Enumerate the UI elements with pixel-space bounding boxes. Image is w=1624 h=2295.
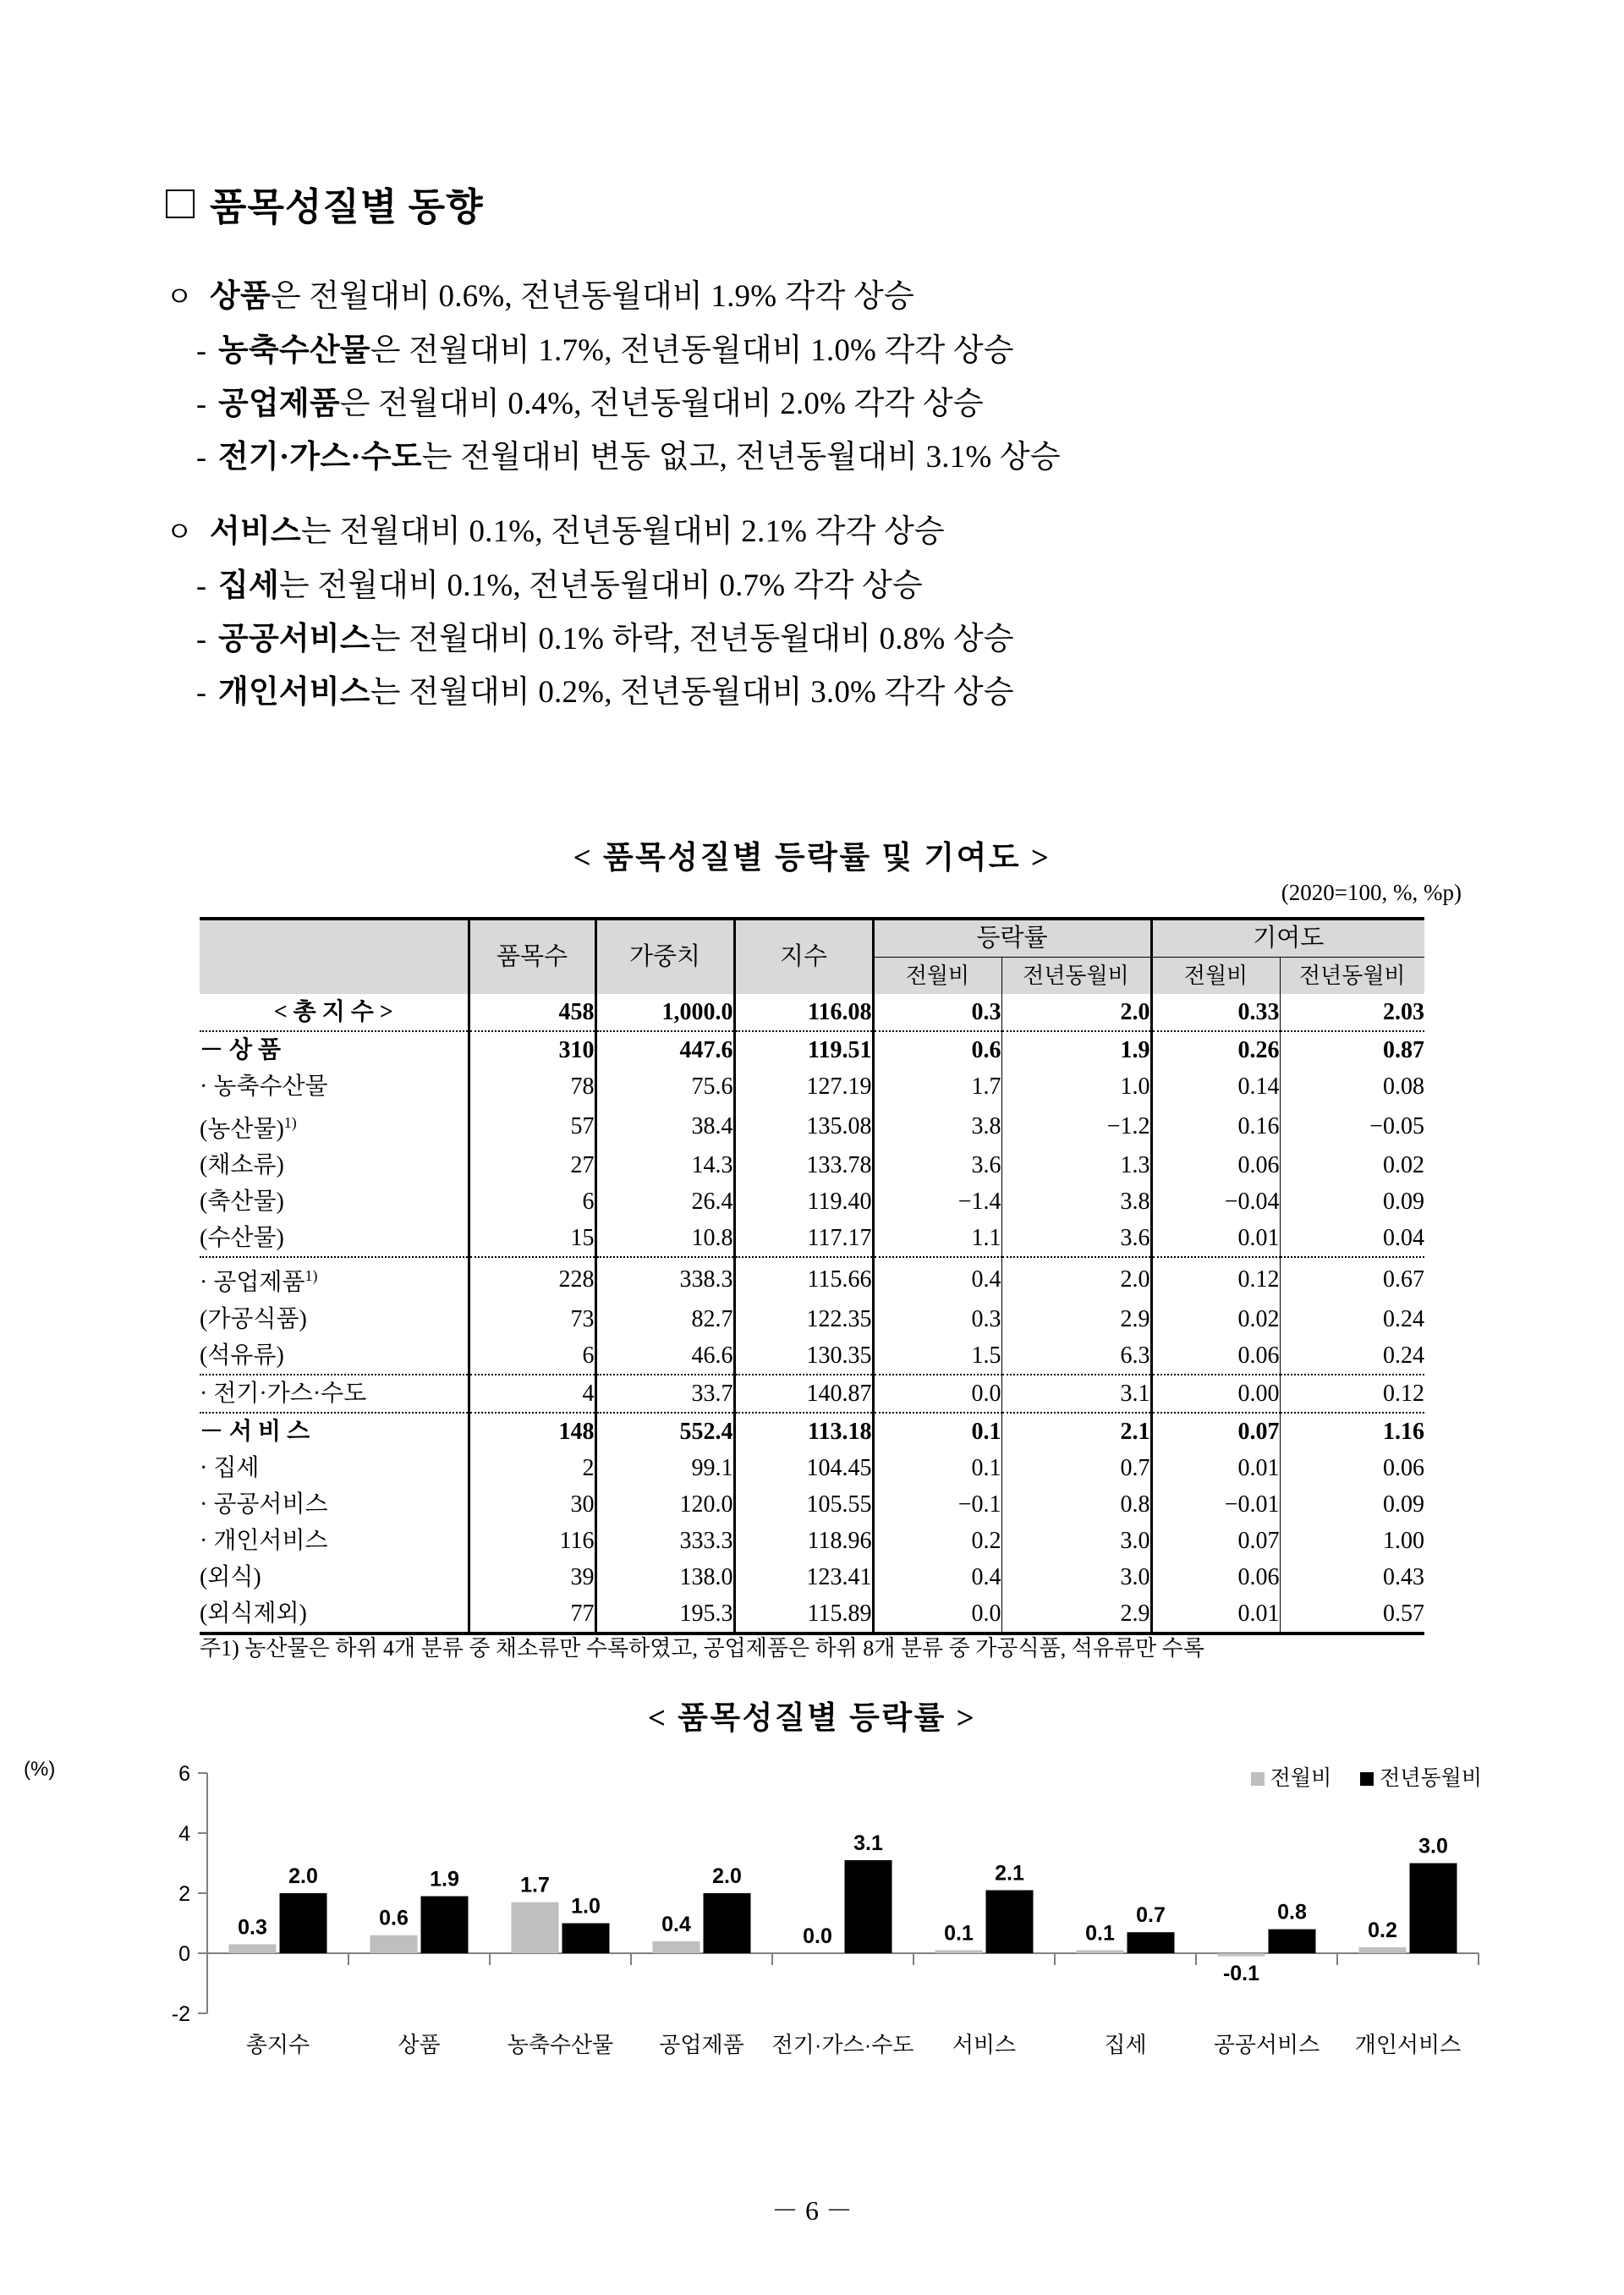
- row-label: (농산물)$^{1)}$: [200, 1114, 297, 1143]
- chart-title: < 품목성질별 등락률 >: [647, 1701, 977, 1736]
- table-row: [200, 1413, 1424, 1450]
- row-label: · 전기·가스·수도: [200, 1375, 469, 1413]
- row-rate-yoy: 3.0: [1001, 1559, 1151, 1595]
- row-contr-mom: 0.07: [1151, 1523, 1280, 1559]
- bullet-text: 는 전월대비 0.1% 하락, 전년동월대비 0.8% 상승: [370, 622, 1014, 656]
- row-rate-yoy: 3.6: [1001, 1220, 1151, 1257]
- row-item-count: 73: [469, 1301, 595, 1337]
- row-index: 115.89: [734, 1595, 873, 1633]
- bullet-subject: 전기·가스·수도: [218, 440, 422, 475]
- row-rate-yoy: 3.8: [1001, 1183, 1151, 1220]
- row-item-count: 6: [469, 1183, 595, 1220]
- bar-value-label: 0.1: [944, 1921, 974, 1946]
- row-index: 115.66: [734, 1257, 873, 1300]
- row-contr-mom: −0.04: [1151, 1183, 1280, 1220]
- x-axis-category-label: 전기·가스·수도: [771, 2032, 914, 2057]
- header-index: 지수: [734, 919, 873, 994]
- row-contr-yoy: 0.08: [1280, 1068, 1424, 1105]
- header-rate-yoy: 전년동월비: [1001, 958, 1151, 995]
- bar-value-label: 0.7: [1136, 1903, 1166, 1928]
- row-contr-yoy: 0.87: [1280, 1031, 1424, 1068]
- row-weight: 10.8: [595, 1220, 734, 1257]
- bar-value-label: 1.0: [571, 1894, 601, 1919]
- row-index: 135.08: [734, 1105, 873, 1147]
- bullet-marker: -: [196, 333, 207, 367]
- header-weight: 가중치: [595, 919, 734, 994]
- header-rate-mom: 전월비: [873, 958, 1001, 995]
- row-item-count: 2: [469, 1450, 595, 1486]
- row-rate-yoy: 1.9: [1001, 1031, 1151, 1068]
- row-contr-yoy: −0.05: [1280, 1105, 1424, 1147]
- bullet-text: 은 전월대비 1.7%, 전년동월대비 1.0% 각각 상승: [370, 333, 1014, 368]
- row-weight: 120.0: [595, 1486, 734, 1523]
- row-weight: 447.6: [595, 1031, 734, 1068]
- row-weight: 46.6: [595, 1337, 734, 1375]
- table-footnote: 주1) 농산물은 하위 4개 분류 중 채소류만 수록하였고, 공업제품은 하위 8개 분류 중 가공식품, 석유류만 수록: [200, 1636, 1204, 1661]
- row-rate-mom: −1.4: [873, 1183, 1001, 1220]
- row-weight: 14.3: [595, 1147, 734, 1183]
- row-item-count: 148: [469, 1413, 595, 1450]
- bar: [935, 1950, 983, 1953]
- row-label: · 개인서비스: [200, 1527, 328, 1554]
- bullet-marker: -: [196, 440, 207, 474]
- square-bullet-icon: [166, 189, 195, 218]
- table-row: [200, 1257, 1424, 1300]
- page-number: － 6 －: [771, 2195, 853, 2226]
- y-axis-tick-label: 0: [178, 1942, 190, 1966]
- row-item-count: 310: [469, 1031, 595, 1068]
- bullet-text: 는 전월대비 0.2%, 전년동월대비 3.0% 각각 상승: [370, 675, 1014, 710]
- row-rate-mom: 0.0: [873, 1595, 1001, 1633]
- table-row: [200, 1486, 1424, 1523]
- header-contr-yoy: 전년동월비: [1280, 958, 1424, 995]
- table-row: [200, 1450, 1424, 1486]
- bullet-line: [166, 377, 1485, 431]
- row-contr-mom: 0.07: [1151, 1413, 1280, 1450]
- page-title-text: 품목성질별 동향: [210, 186, 484, 228]
- row-rate-yoy: 2.0: [1001, 1257, 1151, 1300]
- row-contr-yoy: 0.24: [1280, 1337, 1424, 1375]
- bullet-marker: -: [196, 675, 207, 709]
- row-item-count: 228: [469, 1257, 595, 1300]
- x-axis-category-label: 상품: [398, 2032, 441, 2057]
- bar: [1359, 1947, 1407, 1953]
- row-rate-yoy: 0.8: [1001, 1486, 1151, 1523]
- row-label: (수산물): [200, 1220, 469, 1257]
- row-contr-yoy: 1.16: [1280, 1413, 1424, 1450]
- row-contr-mom: 0.06: [1151, 1337, 1280, 1375]
- row-contr-yoy: 0.12: [1280, 1375, 1424, 1413]
- x-axis-category-label: 공공서비스: [1213, 2032, 1320, 2057]
- row-rate-yoy: 1.3: [1001, 1147, 1151, 1183]
- bar-value-label: 3.0: [1418, 1834, 1448, 1859]
- row-rate-yoy: 6.3: [1001, 1337, 1151, 1375]
- row-rate-yoy: −1.2: [1001, 1105, 1151, 1147]
- bar-value-label: 0.1: [1085, 1921, 1115, 1946]
- change-rate-bar-chart: [127, 1751, 1497, 2089]
- row-item-count: 116: [469, 1523, 595, 1559]
- row-weight: 552.4: [595, 1413, 734, 1450]
- bar-value-label: 1.9: [430, 1867, 459, 1891]
- row-index: 105.55: [734, 1486, 873, 1523]
- table-title: < 품목성질별 등락률 및 기여도 >: [573, 841, 1051, 876]
- row-rate-mom: 0.2: [873, 1523, 1001, 1559]
- chart-y-axis-unit: (%): [24, 1758, 56, 1781]
- row-contr-mom: 0.14: [1151, 1068, 1280, 1105]
- row-contr-mom: 0.00: [1151, 1375, 1280, 1413]
- bullet-subject: 집세: [218, 568, 279, 603]
- price-index-table: [200, 917, 1424, 1635]
- row-rate-yoy: 2.0: [1001, 994, 1151, 1031]
- bar-value-label: 1.7: [520, 1873, 550, 1897]
- row-contr-yoy: 2.03: [1280, 994, 1424, 1031]
- bar-value-label: 0.3: [238, 1915, 267, 1940]
- row-rate-yoy: 3.1: [1001, 1375, 1151, 1413]
- bar-value-label: 2.0: [712, 1864, 742, 1888]
- bar-value-label: 0.8: [1277, 1900, 1307, 1924]
- row-item-count: 77: [469, 1595, 595, 1633]
- bullet-line: [166, 506, 1485, 559]
- row-contr-yoy: 0.43: [1280, 1559, 1424, 1595]
- row-rate-mom: 0.1: [873, 1450, 1001, 1486]
- y-axis-tick-label: 2: [178, 1882, 190, 1906]
- y-axis-tick-label: -2: [171, 2002, 190, 2026]
- x-axis-category-label: 서비스: [952, 2032, 1017, 2057]
- table-head: [200, 919, 1424, 994]
- table-row: [200, 1337, 1424, 1375]
- row-rate-mom: 3.8: [873, 1105, 1001, 1147]
- row-contr-mom: 0.06: [1151, 1559, 1280, 1595]
- row-weight: 138.0: [595, 1559, 734, 1595]
- row-contr-yoy: 0.57: [1280, 1595, 1424, 1633]
- bar-value-label: 2.1: [995, 1861, 1024, 1886]
- table-row: [200, 1559, 1424, 1595]
- row-label: · 농축수산물: [200, 1073, 328, 1100]
- bar: [704, 1893, 751, 1953]
- row-rate-yoy: 0.7: [1001, 1450, 1151, 1486]
- table-body: [200, 994, 1424, 1633]
- row-rate-mom: 1.5: [873, 1337, 1001, 1375]
- row-index: 118.96: [734, 1523, 873, 1559]
- header-contr-mom: 전월비: [1151, 958, 1280, 995]
- row-item-count: 78: [469, 1068, 595, 1105]
- bar: [562, 1924, 610, 1954]
- row-contr-mom: 0.26: [1151, 1031, 1280, 1068]
- footnote-marker: 1): [283, 1114, 297, 1131]
- row-contr-mom: 0.01: [1151, 1595, 1280, 1633]
- bullet-marker: ㅇ: [166, 518, 194, 548]
- row-contr-yoy: 0.02: [1280, 1147, 1424, 1183]
- row-index: 130.35: [734, 1337, 873, 1375]
- bullet-subject: 개인서비스: [218, 675, 370, 710]
- bar: [845, 1860, 892, 1953]
- bullet-subject: 공공서비스: [218, 622, 370, 656]
- row-weight: 195.3: [595, 1595, 734, 1633]
- row-label: · 공공서비스: [200, 1491, 328, 1518]
- row-rate-yoy: 2.9: [1001, 1595, 1151, 1633]
- bullet-marker: -: [196, 387, 207, 420]
- table-row: [200, 1301, 1424, 1337]
- x-axis-category-label: 농축수산물: [507, 2032, 614, 2057]
- row-rate-mom: 0.4: [873, 1257, 1001, 1300]
- row-label: － 서 비 스: [200, 1418, 310, 1445]
- row-item-count: 458: [469, 994, 595, 1031]
- row-rate-mom: 0.6: [873, 1031, 1001, 1068]
- bar: [229, 1944, 277, 1953]
- y-axis-tick-label: 4: [178, 1822, 190, 1846]
- row-contr-mom: −0.01: [1151, 1486, 1280, 1523]
- bullet-subject: 공업제품: [218, 387, 340, 421]
- bullet-subject: 서비스: [210, 514, 301, 549]
- row-weight: 1,000.0: [595, 994, 734, 1031]
- bullet-subject: 농축수산물: [218, 333, 370, 368]
- row-weight: 26.4: [595, 1183, 734, 1220]
- row-rate-mom: −0.1: [873, 1486, 1001, 1523]
- bullet-line: [166, 324, 1485, 377]
- x-axis-category-label: 공업제품: [659, 2032, 744, 2057]
- table-row: [200, 994, 1424, 1031]
- legend-label: 전년동월비: [1380, 1766, 1482, 1790]
- row-weight: 38.4: [595, 1105, 734, 1147]
- row-rate-mom: 0.0: [873, 1375, 1001, 1413]
- bullet-group: [166, 271, 1485, 484]
- table-row: [200, 1523, 1424, 1559]
- x-axis-category-label: 집세: [1104, 2032, 1147, 2057]
- x-axis-category-label: 개인서비스: [1354, 2032, 1462, 2057]
- bar-value-label: 3.1: [853, 1831, 883, 1855]
- row-contr-yoy: 0.67: [1280, 1257, 1424, 1300]
- summary-bullet-list: [166, 271, 1485, 741]
- bar: [653, 1941, 700, 1953]
- row-weight: 333.3: [595, 1523, 734, 1559]
- table-row: [200, 1375, 1424, 1413]
- bar: [1269, 1930, 1316, 1953]
- row-index: 119.40: [734, 1183, 873, 1220]
- x-axis-category-label: 총지수: [245, 2032, 310, 2057]
- row-contr-mom: 0.06: [1151, 1147, 1280, 1183]
- bar: [1218, 1953, 1265, 1957]
- row-index: 140.87: [734, 1375, 873, 1413]
- row-label: (가공식품): [200, 1305, 307, 1332]
- bullet-line: [166, 612, 1485, 666]
- table-row: [200, 1220, 1424, 1257]
- bullet-marker: ㅇ: [166, 283, 194, 313]
- row-item-count: 27: [469, 1147, 595, 1183]
- table-row: [200, 1068, 1424, 1105]
- row-label: (외식제외): [200, 1595, 469, 1633]
- row-index: 104.45: [734, 1450, 873, 1486]
- row-contr-yoy: 1.00: [1280, 1523, 1424, 1559]
- row-index: 113.18: [734, 1413, 873, 1450]
- row-rate-mom: 1.1: [873, 1220, 1001, 1257]
- row-rate-mom: 0.3: [873, 994, 1001, 1031]
- row-label: (외식): [200, 1563, 261, 1590]
- row-contr-mom: 0.01: [1151, 1450, 1280, 1486]
- row-index: 133.78: [734, 1147, 873, 1183]
- table-unit-note: (2020=100, %, %p): [1281, 880, 1462, 905]
- table-row: [200, 1183, 1424, 1220]
- bullet-line: [166, 559, 1485, 612]
- bar-chart-svg: [127, 1751, 1497, 2089]
- row-weight: 82.7: [595, 1301, 734, 1337]
- row-rate-yoy: 3.0: [1001, 1523, 1151, 1559]
- bar: [1410, 1864, 1457, 1954]
- bar: [512, 1902, 559, 1953]
- bullet-line: [166, 271, 1485, 324]
- bar-value-label: -0.1: [1222, 1962, 1260, 1985]
- bullet-subject: 상품: [210, 279, 271, 314]
- row-weight: 75.6: [595, 1068, 734, 1105]
- bar: [986, 1890, 1034, 1953]
- row-index: 123.41: [734, 1559, 873, 1595]
- row-contr-yoy: 0.09: [1280, 1183, 1424, 1220]
- bar-value-label: 0.0: [803, 1924, 832, 1948]
- y-axis-tick-label: 6: [178, 1762, 190, 1786]
- bar: [421, 1897, 469, 1953]
- bar: [1127, 1932, 1175, 1953]
- bullet-text: 는 전월대비 0.1%, 전년동월대비 0.7% 각각 상승: [278, 568, 923, 603]
- bullet-marker: -: [196, 622, 207, 656]
- table-row: [200, 1595, 1424, 1633]
- legend-label: 전월비: [1270, 1766, 1332, 1790]
- row-contr-yoy: 0.04: [1280, 1220, 1424, 1257]
- table-row: [200, 1105, 1424, 1147]
- row-index: 116.08: [734, 994, 873, 1031]
- row-label: < 총 지 수 >: [200, 994, 469, 1031]
- row-rate-mom: 0.3: [873, 1301, 1001, 1337]
- row-item-count: 30: [469, 1486, 595, 1523]
- bullet-marker: -: [196, 568, 207, 602]
- row-label: (석유류): [200, 1337, 469, 1375]
- row-rate-mom: 0.1: [873, 1413, 1001, 1450]
- row-rate-mom: 0.4: [873, 1559, 1001, 1595]
- row-item-count: 4: [469, 1375, 595, 1413]
- header-item-count: 품목수: [469, 919, 595, 994]
- row-contr-mom: 0.01: [1151, 1220, 1280, 1257]
- row-contr-mom: 0.12: [1151, 1257, 1280, 1300]
- row-weight: 33.7: [595, 1375, 734, 1413]
- bar: [370, 1935, 418, 1953]
- row-label: － 상 품: [200, 1037, 282, 1063]
- row-contr-yoy: 0.24: [1280, 1301, 1424, 1337]
- table-row: [200, 1147, 1424, 1183]
- header-change-rate: 등락률: [873, 919, 1151, 958]
- row-weight: 99.1: [595, 1450, 734, 1486]
- row-rate-yoy: 1.0: [1001, 1068, 1151, 1105]
- bullet-line: [166, 666, 1485, 719]
- row-item-count: 57: [469, 1105, 595, 1147]
- row-label: (채소류): [200, 1152, 284, 1179]
- bullet-text: 은 전월대비 0.6%, 전년동월대비 1.9% 각각 상승: [270, 279, 914, 314]
- row-label: (축산물): [200, 1189, 284, 1216]
- row-item-count: 6: [469, 1337, 595, 1375]
- footnote-marker: 1): [304, 1267, 318, 1285]
- row-rate-yoy: 2.1: [1001, 1413, 1151, 1450]
- bullet-text: 은 전월대비 0.4%, 전년동월대비 2.0% 각각 상승: [339, 387, 984, 421]
- row-rate-mom: 3.6: [873, 1147, 1001, 1183]
- bar-value-label: 2.0: [288, 1864, 318, 1888]
- row-index: 117.17: [734, 1220, 873, 1257]
- row-contr-mom: 0.02: [1151, 1301, 1280, 1337]
- bar-value-label: 0.6: [379, 1906, 409, 1930]
- row-rate-mom: 1.7: [873, 1068, 1001, 1105]
- row-label: · 공업제품$^{1)}$: [200, 1267, 318, 1296]
- row-label: · 집세: [200, 1454, 260, 1481]
- row-item-count: 15: [469, 1220, 595, 1257]
- row-contr-yoy: 0.09: [1280, 1486, 1424, 1523]
- header-blank: [200, 919, 469, 994]
- row-rate-yoy: 2.9: [1001, 1301, 1151, 1337]
- header-contribution: 기여도: [1151, 919, 1424, 958]
- bar-value-label: 0.4: [661, 1912, 691, 1936]
- bullet-text: 는 전월대비 변동 없고, 전년동월대비 3.1% 상승: [421, 440, 1061, 475]
- bar: [1077, 1950, 1124, 1953]
- bullet-text: 는 전월대비 0.1%, 전년동월대비 2.1% 각각 상승: [300, 514, 945, 549]
- row-contr-mom: 0.33: [1151, 994, 1280, 1031]
- row-contr-yoy: 0.06: [1280, 1450, 1424, 1486]
- row-weight: 338.3: [595, 1257, 734, 1300]
- table-header-row-1: [200, 919, 1424, 958]
- row-item-count: 39: [469, 1559, 595, 1595]
- row-index: 122.35: [734, 1301, 873, 1337]
- bar-value-label: 0.2: [1368, 1918, 1397, 1942]
- bar: [280, 1893, 327, 1953]
- bullet-line: [166, 431, 1485, 484]
- row-index: 119.51: [734, 1031, 873, 1068]
- row-contr-mom: 0.16: [1151, 1105, 1280, 1147]
- table-row: [200, 1031, 1424, 1068]
- bullet-group: [166, 506, 1485, 719]
- row-index: 127.19: [734, 1068, 873, 1105]
- page-title: [166, 176, 484, 231]
